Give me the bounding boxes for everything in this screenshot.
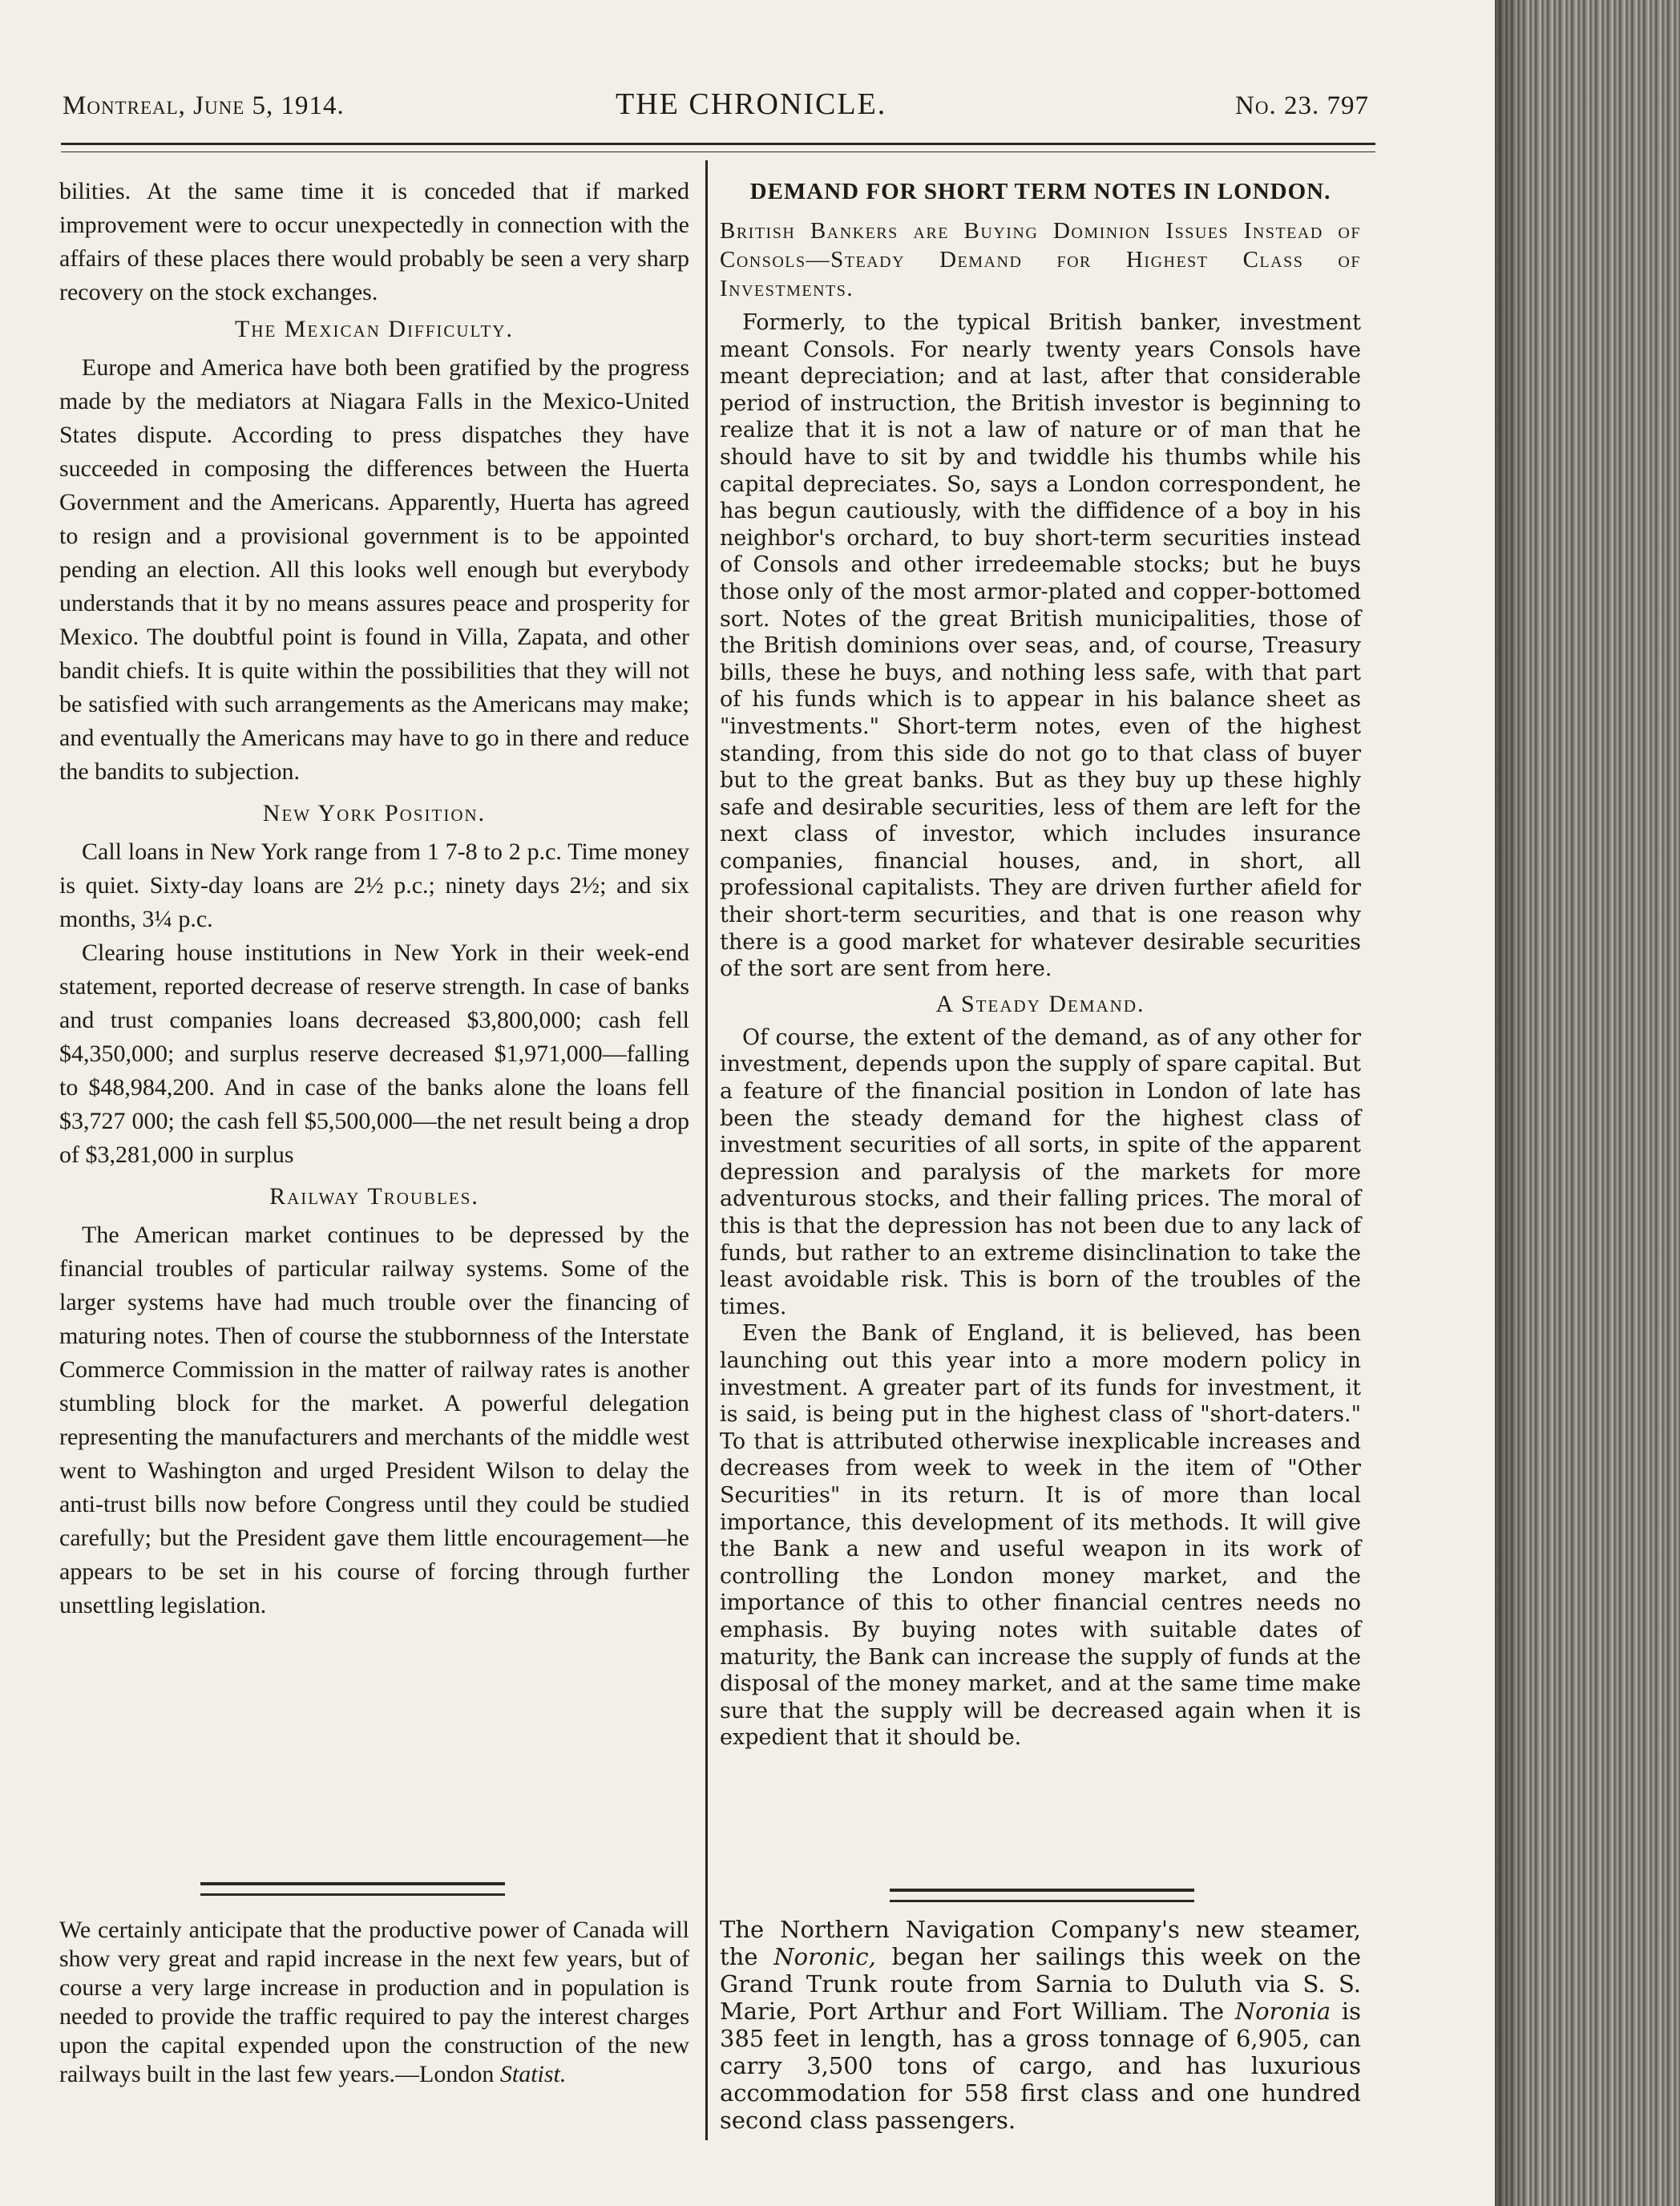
mexican-heading: The Mexican Difficulty. <box>235 316 514 342</box>
canada-note <box>59 1916 689 2089</box>
article-deck: British Bankers are Buying Dominion Issues Instead of Consols—Steady Demand for Highest Class of Investments. <box>720 218 1361 301</box>
article-headline: DEMAND FOR SHORT TERM NOTES IN LONDON. <box>749 179 1331 204</box>
left-section-rule <box>200 1882 505 1896</box>
notes-paragraph-1: Formerly, to the typical British banker, investment meant Consols. For nearly twenty years Consols have meant depreciation; and at last, after that considerable period of instruction, the British investor is beginning to realize that it is not a law of nature or of man that he should have to sit by and twiddle his thumbs while his capital depreciates. So, says a London correspondent, he has begun cautiously, with the diffidence of a boy in his neighbor's orchard, to buy short-term securities instead of Consols and other irredeemable stocks; but he buys those only of the most armor-plated and copper-bottomed sort. Notes of the great British municipalities, those of the British dominions over seas, and, of course, Treasury bills, these he buys, and nothing less safe, with that part of his funds which is to appear in his balance sheet as "investments." Short-term notes, even of the highest standing, from this side do not go to that class of buyer but to the great banks. But as they buy up these highly safe and desirable securities, less of them are left for the next class of investor, which includes insurance companies, financial houses, and, in short, all professional capitalists. They are driven further afield for their short-term securities, and that is one reason why there is a good market for whatever desirable securities of the sort are sent from here. <box>720 310 1361 982</box>
steady-demand-paragraph-2: Even the Bank of England, it is believed, has been launching out this year into a more modern policy in investment. A greater part of its funds for investment, it is said, is being put in the highest class of "short-daters." To that is attributed otherwise inexplicable increases and decreases from week to week in the item of "Other Securities" in its return. It is of more than local importance, this development of its methods. It will give the Bank a new and useful weapon in its work of controlling the London money market, and the importance of this to other financial centres needs no emphasis. By buying notes with suitable dates of maturity, the Bank can increase the supply of funds at the disposal of the money market, and at the same time make sure that the supply will be decreased again when it is expedient that it should be. <box>720 1321 1361 1751</box>
continued-paragraph: bilities. At the same time it is conceded that if marked improvement were to occur unexpectedly in connection with the affairs of these places there would probably be seen a very sharp recovery on the stock exchanges. <box>59 178 689 305</box>
railway-paragraph: The American market continues to be depressed by the financial troubles of particular railway systems. Some of the larger systems have had much trouble over the financing of maturing notes. Then of course the stubbornness of the Interstate Commerce Commission in the matter of railway rates is another stumbling block for the market. A powerful delegation representing the manufacturers and merchants of the middle west went to Washington and urged President Wilson to delay the anti-trust bills now before Congress until they could be studied carefully; but the President gave them little encouragement—he appears to be set in his course of forcing through further unsettling legislation. <box>59 1222 689 1618</box>
right-column <box>720 175 1361 1751</box>
issue-page-number: No. 23. 797 <box>1235 91 1369 120</box>
publication-title: THE CHRONICLE. <box>616 87 887 121</box>
navigation-note-text-3: is 385 feet in length, has a gross tonnage of 6,905, can carry 3,500 tons of cargo, and has luxurious accommodation for 558 first class and one hundred second class passengers. <box>720 1998 1362 2134</box>
canada-note-source: Statist. <box>499 2061 567 2087</box>
ship-name-2: Noronia <box>1234 1998 1331 2025</box>
column-divider <box>705 160 708 2140</box>
ship-name-1: Noronic, <box>773 1943 876 1970</box>
navigation-note-text-1: The Northern Navigation Company's new steamer, the <box>720 1916 1361 1970</box>
page-fold-shadow <box>1495 0 1527 2206</box>
railway-heading: Railway Troubles. <box>269 1183 479 1210</box>
steady-demand-heading: A Steady Demand. <box>935 990 1145 1017</box>
page-header <box>63 87 1377 131</box>
newyork-paragraph-1: Call loans in New York range from 1 7-8 to 2 p.c. Time money is quiet. Sixty-day loans are 2½ p.c.; ninety days 2½; and six months, 3¼ p.c. <box>59 838 689 932</box>
header-date: Montreal, June 5, 1914. <box>63 91 345 120</box>
right-section-rule <box>890 1889 1194 1902</box>
header-rule <box>61 143 1375 152</box>
newyork-heading: New York Position. <box>262 800 487 826</box>
navigation-note <box>720 1916 1361 2134</box>
mexican-paragraph: Europe and America have both been gratified by the progress made by the mediators at Niagara Falls in the Mexico-United States dispute. According to press dispatches they have succeeded in composing the differences between the Huerta Government and the Americans. Apparently, Huerta has agreed to resign and a provisional government is to be appointed pending an election. All this looks well enough but everybody understands that it by no means assures peace and prosperity for Mexico. The doubtful point is found in Villa, Zapata, and other bandit chiefs. It is quite within the possibilities that they will not be satisfied with such arrangements as the Americans may make; and eventually the Americans may have to go in there and reduce the bandits to subjection. <box>59 354 689 785</box>
left-column <box>59 175 689 1622</box>
newyork-paragraph-2: Clearing house institutions in New York in their week-end statement, reported decrease of reserve strength. In case of banks and trust companies loans decreased $3,800,000; cash fell $4,350,000; and surplus reserve decreased $1,971,000—falling to $48,984,200. And in case of the banks alone the loans fell $3,727 000; the cash fell $5,500,000—the net result being a drop of $3,281,000 in surplus <box>59 939 689 1168</box>
navigation-note-text-2: began her sailings this week on the Grand Trunk route from Sarnia to Duluth via S. S. Marie, Port Arthur and Fort William. The <box>720 1943 1361 2025</box>
steady-demand-paragraph-1: Of course, the extent of the demand, as of any other for investment, depends upon the supply of spare capital. But a feature of the financial position in London of late has been the steady demand for the highest class of investment securities of all sorts, in spite of the apparent depression and paralysis of the markets for more adventurous stocks, and their falling prices. The moral of this is that the depression has not been due to any lack of funds, but rather to an extreme disinclination to take the least avoidable risk. This is born of the troubles of the times. <box>720 1024 1361 1319</box>
canada-note-text: We certainly anticipate that the productive power of Canada will show very great and rapid increase in the next few years, but of course a very large increase in production and in population is needed to provide the traffic required to pay the interest charges upon the capital expended upon the construction of the new railways built in the last few years.—London <box>59 1917 689 2087</box>
